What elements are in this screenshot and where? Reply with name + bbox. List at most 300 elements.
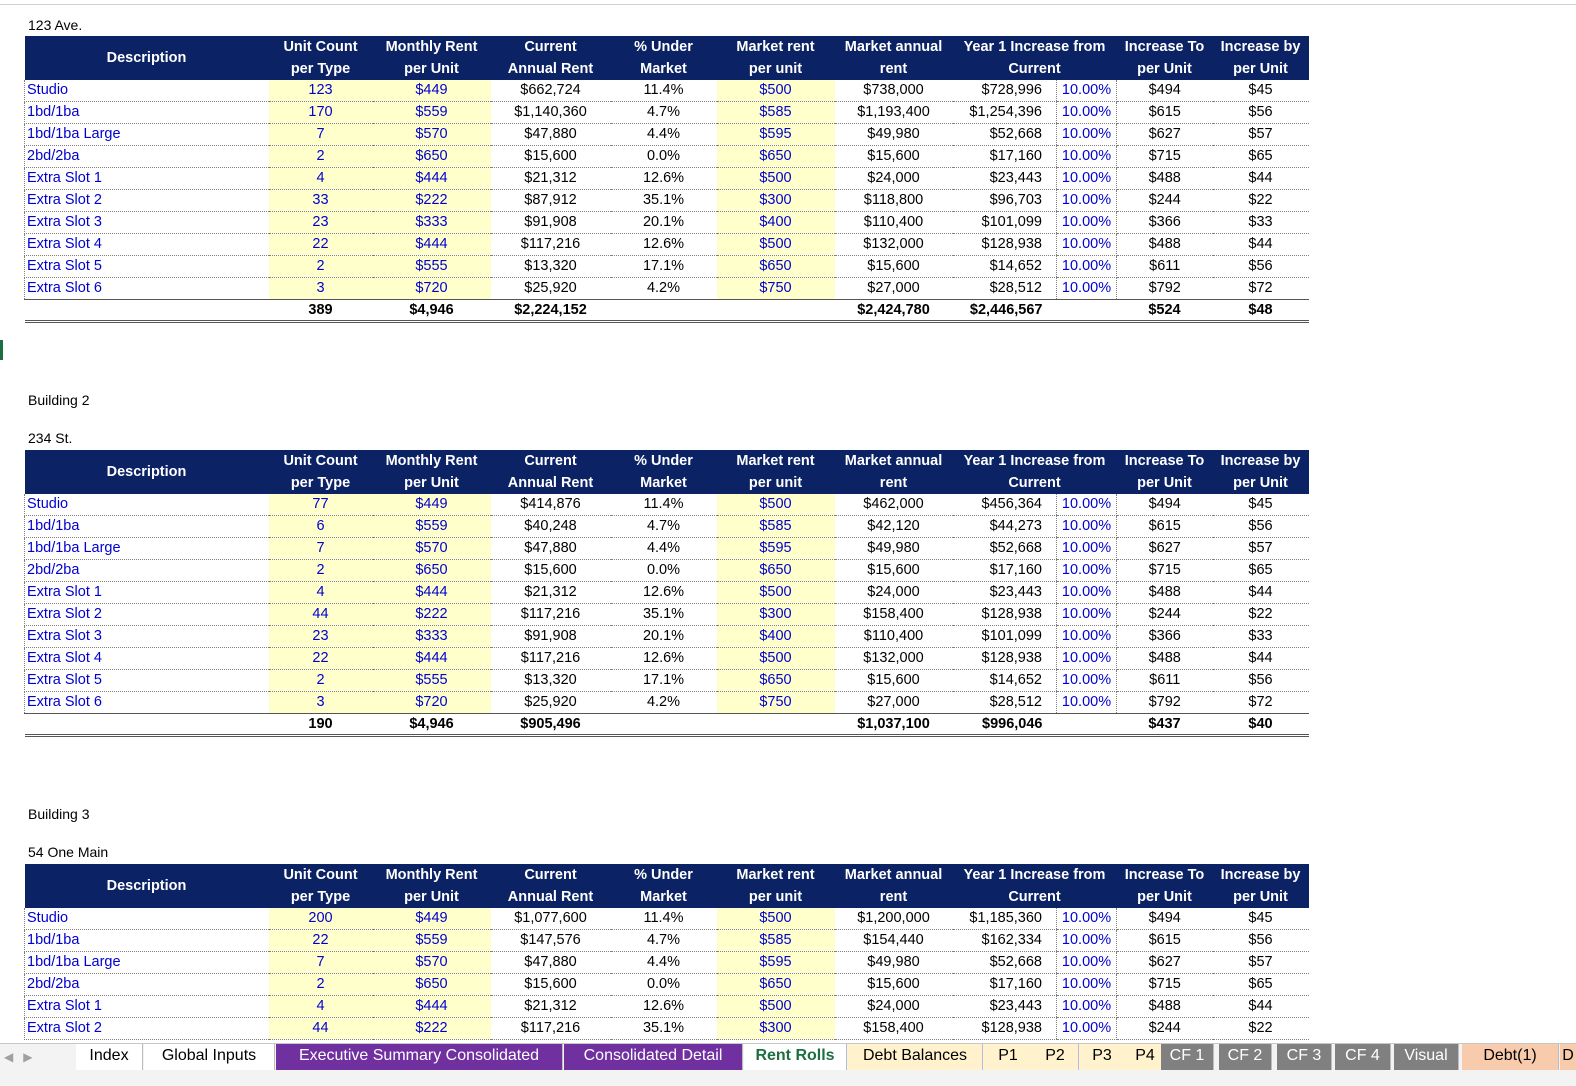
table-cell[interactable]: $24,000 xyxy=(835,582,953,604)
table-cell[interactable]: $44 xyxy=(1213,648,1309,670)
input-cell[interactable]: $444 xyxy=(373,996,491,1018)
table-cell[interactable]: $23,443 xyxy=(953,996,1057,1018)
unit-type-cell[interactable]: Extra Slot 1 xyxy=(25,582,269,604)
total-cell[interactable] xyxy=(25,300,269,322)
input-cell[interactable]: $650 xyxy=(717,256,835,278)
table-cell[interactable]: 35.1% xyxy=(611,1018,717,1040)
input-cell[interactable]: 3 xyxy=(269,692,373,714)
input-cell[interactable]: $400 xyxy=(717,626,835,648)
table-cell[interactable]: $611 xyxy=(1117,256,1213,278)
table-cell[interactable]: $128,938 xyxy=(953,234,1057,256)
unit-type-cell[interactable]: Extra Slot 6 xyxy=(25,692,269,714)
unit-type-cell[interactable]: 2bd/2ba xyxy=(25,560,269,582)
input-cell[interactable]: $300 xyxy=(717,1018,835,1040)
table-cell[interactable]: $615 xyxy=(1117,930,1213,952)
total-cell[interactable] xyxy=(25,714,269,736)
increase-pct-input[interactable]: 10.00% xyxy=(1057,582,1117,604)
increase-pct-input[interactable]: 10.00% xyxy=(1057,124,1117,146)
unit-type-cell[interactable]: Extra Slot 1 xyxy=(25,168,269,190)
table-cell[interactable]: $28,512 xyxy=(953,692,1057,714)
table-cell[interactable]: $154,440 xyxy=(835,930,953,952)
table-cell[interactable]: $1,254,396 xyxy=(953,102,1057,124)
sheet-tab-index[interactable]: Index xyxy=(76,1044,143,1070)
table-cell[interactable]: 0.0% xyxy=(611,560,717,582)
input-cell[interactable]: 123 xyxy=(269,80,373,102)
input-cell[interactable]: $500 xyxy=(717,234,835,256)
table-cell[interactable]: 20.1% xyxy=(611,626,717,648)
total-cell[interactable]: $48 xyxy=(1213,300,1309,322)
table-cell[interactable]: $101,099 xyxy=(953,212,1057,234)
table-cell[interactable]: $44 xyxy=(1213,168,1309,190)
table-cell[interactable]: $65 xyxy=(1213,974,1309,996)
input-cell[interactable]: 7 xyxy=(269,124,373,146)
total-cell[interactable]: $1,037,100 xyxy=(835,714,953,736)
table-cell[interactable]: $110,400 xyxy=(835,626,953,648)
table-cell[interactable]: $57 xyxy=(1213,538,1309,560)
input-cell[interactable]: $570 xyxy=(373,124,491,146)
table-cell[interactable]: $132,000 xyxy=(835,234,953,256)
input-cell[interactable]: $585 xyxy=(717,930,835,952)
total-cell[interactable]: 389 xyxy=(269,300,373,322)
table-cell[interactable]: $128,938 xyxy=(953,1018,1057,1040)
table-cell[interactable]: 11.4% xyxy=(611,494,717,516)
input-cell[interactable]: 22 xyxy=(269,930,373,952)
table-cell[interactable]: $414,876 xyxy=(491,494,611,516)
sheet-tab-visual[interactable]: Visual xyxy=(1394,1044,1459,1070)
increase-pct-input[interactable]: 10.00% xyxy=(1057,604,1117,626)
table-cell[interactable]: $27,000 xyxy=(835,278,953,300)
table-cell[interactable]: $132,000 xyxy=(835,648,953,670)
increase-pct-input[interactable]: 10.00% xyxy=(1057,538,1117,560)
table-cell[interactable]: $118,800 xyxy=(835,190,953,212)
table-cell[interactable]: $244 xyxy=(1117,1018,1213,1040)
input-cell[interactable]: $650 xyxy=(717,146,835,168)
sheet-tab-p2[interactable]: P2 xyxy=(1032,1044,1079,1070)
table-cell[interactable]: $52,668 xyxy=(953,124,1057,146)
table-cell[interactable]: 17.1% xyxy=(611,256,717,278)
input-cell[interactable]: $500 xyxy=(717,168,835,190)
table-cell[interactable]: $28,512 xyxy=(953,278,1057,300)
unit-type-cell[interactable]: Extra Slot 3 xyxy=(25,626,269,648)
total-cell[interactable]: $4,946 xyxy=(373,714,491,736)
sheet-tab-debt-1-[interactable]: Debt(1) xyxy=(1462,1044,1559,1070)
total-cell[interactable]: $40 xyxy=(1213,714,1309,736)
table-cell[interactable]: $52,668 xyxy=(953,538,1057,560)
input-cell[interactable]: 4 xyxy=(269,582,373,604)
input-cell[interactable]: $650 xyxy=(373,974,491,996)
unit-type-cell[interactable]: Studio xyxy=(25,494,269,516)
table-cell[interactable]: $27,000 xyxy=(835,692,953,714)
input-cell[interactable]: 7 xyxy=(269,538,373,560)
table-cell[interactable]: $22 xyxy=(1213,190,1309,212)
table-cell[interactable]: 12.6% xyxy=(611,234,717,256)
input-cell[interactable]: $559 xyxy=(373,102,491,124)
table-cell[interactable]: 4.4% xyxy=(611,124,717,146)
table-cell[interactable]: $49,980 xyxy=(835,124,953,146)
table-cell[interactable]: $72 xyxy=(1213,278,1309,300)
input-cell[interactable]: $444 xyxy=(373,648,491,670)
table-cell[interactable]: $615 xyxy=(1117,102,1213,124)
table-cell[interactable]: 12.6% xyxy=(611,996,717,1018)
increase-pct-input[interactable]: 10.00% xyxy=(1057,952,1117,974)
increase-pct-input[interactable]: 10.00% xyxy=(1057,278,1117,300)
table-cell[interactable]: 4.7% xyxy=(611,930,717,952)
increase-pct-input[interactable]: 10.00% xyxy=(1057,648,1117,670)
unit-type-cell[interactable]: 1bd/1ba Large xyxy=(25,538,269,560)
input-cell[interactable]: 2 xyxy=(269,560,373,582)
input-cell[interactable]: $500 xyxy=(717,582,835,604)
input-cell[interactable]: $444 xyxy=(373,234,491,256)
table-cell[interactable]: $101,099 xyxy=(953,626,1057,648)
unit-type-cell[interactable]: Extra Slot 4 xyxy=(25,234,269,256)
table-cell[interactable]: $49,980 xyxy=(835,952,953,974)
input-cell[interactable]: 23 xyxy=(269,626,373,648)
table-cell[interactable]: $117,216 xyxy=(491,648,611,670)
table-cell[interactable]: 12.6% xyxy=(611,168,717,190)
table-cell[interactable]: $494 xyxy=(1117,908,1213,930)
increase-pct-input[interactable]: 10.00% xyxy=(1057,212,1117,234)
sheet-tab-d[interactable]: D xyxy=(1560,1044,1576,1070)
table-cell[interactable]: 0.0% xyxy=(611,146,717,168)
table-cell[interactable]: $117,216 xyxy=(491,1018,611,1040)
increase-pct-input[interactable]: 10.00% xyxy=(1057,168,1117,190)
table-cell[interactable]: $65 xyxy=(1213,146,1309,168)
input-cell[interactable]: 2 xyxy=(269,974,373,996)
table-cell[interactable]: $627 xyxy=(1117,124,1213,146)
input-cell[interactable]: $559 xyxy=(373,930,491,952)
increase-pct-input[interactable]: 10.00% xyxy=(1057,560,1117,582)
total-cell[interactable]: $437 xyxy=(1117,714,1213,736)
total-cell[interactable] xyxy=(1057,714,1117,736)
input-cell[interactable]: 3 xyxy=(269,278,373,300)
table-cell[interactable]: $17,160 xyxy=(953,146,1057,168)
unit-type-cell[interactable]: 1bd/1ba xyxy=(25,930,269,952)
table-cell[interactable]: $15,600 xyxy=(491,974,611,996)
input-cell[interactable]: $650 xyxy=(717,670,835,692)
increase-pct-input[interactable]: 10.00% xyxy=(1057,1018,1117,1040)
unit-type-cell[interactable]: Extra Slot 4 xyxy=(25,648,269,670)
table-cell[interactable]: 20.1% xyxy=(611,212,717,234)
table-cell[interactable]: $44 xyxy=(1213,234,1309,256)
input-cell[interactable]: $750 xyxy=(717,278,835,300)
table-cell[interactable]: $15,600 xyxy=(491,146,611,168)
unit-type-cell[interactable]: Studio xyxy=(25,908,269,930)
table-cell[interactable]: $25,920 xyxy=(491,278,611,300)
input-cell[interactable]: 77 xyxy=(269,494,373,516)
table-cell[interactable]: $13,320 xyxy=(491,670,611,692)
table-cell[interactable]: $1,077,600 xyxy=(491,908,611,930)
increase-pct-input[interactable]: 10.00% xyxy=(1057,626,1117,648)
input-cell[interactable]: 6 xyxy=(269,516,373,538)
table-cell[interactable]: $244 xyxy=(1117,604,1213,626)
unit-type-cell[interactable]: 1bd/1ba Large xyxy=(25,952,269,974)
input-cell[interactable]: 4 xyxy=(269,168,373,190)
table-cell[interactable]: $56 xyxy=(1213,256,1309,278)
table-cell[interactable]: 0.0% xyxy=(611,974,717,996)
unit-type-cell[interactable]: Extra Slot 2 xyxy=(25,1018,269,1040)
table-cell[interactable]: $15,600 xyxy=(835,560,953,582)
unit-type-cell[interactable]: Extra Slot 2 xyxy=(25,604,269,626)
increase-pct-input[interactable]: 10.00% xyxy=(1057,190,1117,212)
increase-pct-input[interactable]: 10.00% xyxy=(1057,908,1117,930)
input-cell[interactable]: $500 xyxy=(717,648,835,670)
table-cell[interactable]: $45 xyxy=(1213,80,1309,102)
table-cell[interactable]: $117,216 xyxy=(491,604,611,626)
table-cell[interactable]: 4.7% xyxy=(611,102,717,124)
total-cell[interactable]: $905,496 xyxy=(491,714,611,736)
sheet-tab-rent-rolls[interactable]: Rent Rolls xyxy=(744,1044,847,1073)
total-cell[interactable]: $2,424,780 xyxy=(835,300,953,322)
table-cell[interactable]: $21,312 xyxy=(491,996,611,1018)
input-cell[interactable]: $500 xyxy=(717,996,835,1018)
total-cell[interactable] xyxy=(611,714,717,736)
table-cell[interactable]: $488 xyxy=(1117,234,1213,256)
table-cell[interactable]: $1,193,400 xyxy=(835,102,953,124)
tab-scroll-arrows[interactable] xyxy=(4,1044,44,1070)
total-cell[interactable]: $4,946 xyxy=(373,300,491,322)
table-cell[interactable]: $1,200,000 xyxy=(835,908,953,930)
total-cell[interactable]: $2,224,152 xyxy=(491,300,611,322)
input-cell[interactable]: $570 xyxy=(373,952,491,974)
increase-pct-input[interactable]: 10.00% xyxy=(1057,516,1117,538)
increase-pct-input[interactable]: 10.00% xyxy=(1057,80,1117,102)
sheet-tab-p4[interactable]: P4 xyxy=(1124,1044,1167,1070)
increase-pct-input[interactable]: 10.00% xyxy=(1057,692,1117,714)
table-cell[interactable]: 11.4% xyxy=(611,80,717,102)
increase-pct-input[interactable]: 10.00% xyxy=(1057,102,1117,124)
input-cell[interactable]: $555 xyxy=(373,670,491,692)
table-cell[interactable]: 11.4% xyxy=(611,908,717,930)
input-cell[interactable]: $570 xyxy=(373,538,491,560)
table-cell[interactable]: $22 xyxy=(1213,1018,1309,1040)
table-cell[interactable]: 12.6% xyxy=(611,648,717,670)
input-cell[interactable]: $400 xyxy=(717,212,835,234)
input-cell[interactable]: 200 xyxy=(269,908,373,930)
table-cell[interactable]: $15,600 xyxy=(835,974,953,996)
table-cell[interactable]: $33 xyxy=(1213,626,1309,648)
unit-type-cell[interactable]: 2bd/2ba xyxy=(25,974,269,996)
table-cell[interactable]: $728,996 xyxy=(953,80,1057,102)
table-cell[interactable]: $21,312 xyxy=(491,582,611,604)
increase-pct-input[interactable]: 10.00% xyxy=(1057,146,1117,168)
total-cell[interactable] xyxy=(1057,300,1117,322)
sheet-tab-p3[interactable]: P3 xyxy=(1080,1044,1125,1070)
table-cell[interactable]: $91,908 xyxy=(491,212,611,234)
table-cell[interactable]: $158,400 xyxy=(835,604,953,626)
input-cell[interactable]: $595 xyxy=(717,538,835,560)
table-cell[interactable]: $21,312 xyxy=(491,168,611,190)
unit-type-cell[interactable]: 1bd/1ba xyxy=(25,516,269,538)
table-cell[interactable]: $494 xyxy=(1117,494,1213,516)
table-cell[interactable]: 12.6% xyxy=(611,582,717,604)
table-cell[interactable]: $25,920 xyxy=(491,692,611,714)
unit-type-cell[interactable]: 1bd/1ba Large xyxy=(25,124,269,146)
table-cell[interactable]: $462,000 xyxy=(835,494,953,516)
table-cell[interactable]: $244 xyxy=(1117,190,1213,212)
input-cell[interactable]: $500 xyxy=(717,908,835,930)
input-cell[interactable]: $650 xyxy=(373,146,491,168)
increase-pct-input[interactable]: 10.00% xyxy=(1057,234,1117,256)
table-cell[interactable]: $110,400 xyxy=(835,212,953,234)
table-cell[interactable]: $72 xyxy=(1213,692,1309,714)
input-cell[interactable]: $444 xyxy=(373,168,491,190)
input-cell[interactable]: $300 xyxy=(717,190,835,212)
increase-pct-input[interactable]: 10.00% xyxy=(1057,974,1117,996)
input-cell[interactable]: 4 xyxy=(269,996,373,1018)
input-cell[interactable]: $595 xyxy=(717,952,835,974)
input-cell[interactable]: $222 xyxy=(373,190,491,212)
input-cell[interactable]: $585 xyxy=(717,516,835,538)
table-cell[interactable]: $128,938 xyxy=(953,648,1057,670)
input-cell[interactable]: 2 xyxy=(269,146,373,168)
table-cell[interactable]: $615 xyxy=(1117,516,1213,538)
table-cell[interactable]: 35.1% xyxy=(611,190,717,212)
input-cell[interactable]: 2 xyxy=(269,670,373,692)
total-cell[interactable] xyxy=(717,300,835,322)
table-cell[interactable]: $23,443 xyxy=(953,168,1057,190)
table-cell[interactable]: $42,120 xyxy=(835,516,953,538)
table-cell[interactable]: $57 xyxy=(1213,124,1309,146)
input-cell[interactable]: 7 xyxy=(269,952,373,974)
unit-type-cell[interactable]: Extra Slot 3 xyxy=(25,212,269,234)
total-cell[interactable] xyxy=(611,300,717,322)
sheet-tab-cf-4[interactable]: CF 4 xyxy=(1335,1044,1391,1070)
input-cell[interactable]: 44 xyxy=(269,604,373,626)
table-cell[interactable]: $57 xyxy=(1213,952,1309,974)
table-cell[interactable]: $56 xyxy=(1213,670,1309,692)
table-cell[interactable]: $117,216 xyxy=(491,234,611,256)
input-cell[interactable]: $720 xyxy=(373,278,491,300)
input-cell[interactable]: 44 xyxy=(269,1018,373,1040)
table-cell[interactable]: $1,140,360 xyxy=(491,102,611,124)
input-cell[interactable]: 22 xyxy=(269,234,373,256)
sheet-tab-cf-1[interactable]: CF 1 xyxy=(1161,1044,1214,1070)
table-cell[interactable]: $627 xyxy=(1117,538,1213,560)
unit-type-cell[interactable]: Extra Slot 1 xyxy=(25,996,269,1018)
input-cell[interactable]: $650 xyxy=(373,560,491,582)
table-cell[interactable]: $792 xyxy=(1117,692,1213,714)
table-cell[interactable]: $17,160 xyxy=(953,560,1057,582)
input-cell[interactable]: $300 xyxy=(717,604,835,626)
total-cell[interactable]: $996,046 xyxy=(953,714,1057,736)
input-cell[interactable]: 170 xyxy=(269,102,373,124)
input-cell[interactable]: $595 xyxy=(717,124,835,146)
table-cell[interactable]: $47,880 xyxy=(491,538,611,560)
table-cell[interactable]: $488 xyxy=(1117,168,1213,190)
input-cell[interactable]: $333 xyxy=(373,212,491,234)
table-cell[interactable]: $715 xyxy=(1117,146,1213,168)
table-cell[interactable]: $488 xyxy=(1117,996,1213,1018)
scroll-left-icon[interactable]: ◀ xyxy=(4,1050,14,1064)
table-cell[interactable]: $22 xyxy=(1213,604,1309,626)
input-cell[interactable]: 22 xyxy=(269,648,373,670)
table-cell[interactable]: 4.7% xyxy=(611,516,717,538)
sheet-tab-cf-2[interactable]: CF 2 xyxy=(1219,1044,1272,1070)
table-cell[interactable]: $15,600 xyxy=(835,256,953,278)
unit-type-cell[interactable]: 1bd/1ba xyxy=(25,102,269,124)
input-cell[interactable]: $444 xyxy=(373,582,491,604)
table-cell[interactable]: $494 xyxy=(1117,80,1213,102)
input-cell[interactable]: $222 xyxy=(373,604,491,626)
unit-type-cell[interactable]: Extra Slot 6 xyxy=(25,278,269,300)
table-cell[interactable]: 4.2% xyxy=(611,692,717,714)
increase-pct-input[interactable]: 10.00% xyxy=(1057,930,1117,952)
table-cell[interactable]: $162,334 xyxy=(953,930,1057,952)
unit-type-cell[interactable]: Extra Slot 5 xyxy=(25,256,269,278)
unit-type-cell[interactable]: Studio xyxy=(25,80,269,102)
increase-pct-input[interactable]: 10.00% xyxy=(1057,996,1117,1018)
increase-pct-input[interactable]: 10.00% xyxy=(1057,494,1117,516)
table-cell[interactable]: $56 xyxy=(1213,930,1309,952)
input-cell[interactable]: $449 xyxy=(373,494,491,516)
table-cell[interactable]: $56 xyxy=(1213,102,1309,124)
sheet-tab-debt-balances[interactable]: Debt Balances xyxy=(848,1044,983,1070)
table-cell[interactable]: $17,160 xyxy=(953,974,1057,996)
table-cell[interactable]: 4.2% xyxy=(611,278,717,300)
increase-pct-input[interactable]: 10.00% xyxy=(1057,670,1117,692)
total-cell[interactable] xyxy=(717,714,835,736)
table-cell[interactable]: $456,364 xyxy=(953,494,1057,516)
table-cell[interactable]: $91,908 xyxy=(491,626,611,648)
table-cell[interactable]: $662,724 xyxy=(491,80,611,102)
input-cell[interactable]: 2 xyxy=(269,256,373,278)
input-cell[interactable]: $750 xyxy=(717,692,835,714)
total-cell[interactable]: $2,446,567 xyxy=(953,300,1057,322)
sheet-tab-consolidated-detail[interactable]: Consolidated Detail xyxy=(564,1044,743,1070)
table-cell[interactable]: $47,880 xyxy=(491,952,611,974)
input-cell[interactable]: 33 xyxy=(269,190,373,212)
input-cell[interactable]: $222 xyxy=(373,1018,491,1040)
sheet-tab-p1[interactable]: P1 xyxy=(984,1044,1033,1070)
input-cell[interactable]: $500 xyxy=(717,80,835,102)
table-cell[interactable]: 4.4% xyxy=(611,952,717,974)
sheet-tab-global-inputs[interactable]: Global Inputs xyxy=(144,1044,275,1070)
input-cell[interactable]: $449 xyxy=(373,80,491,102)
input-cell[interactable]: $559 xyxy=(373,516,491,538)
input-cell[interactable]: $333 xyxy=(373,626,491,648)
increase-pct-input[interactable]: 10.00% xyxy=(1057,256,1117,278)
table-cell[interactable]: $14,652 xyxy=(953,670,1057,692)
table-cell[interactable]: $366 xyxy=(1117,212,1213,234)
total-cell[interactable]: $524 xyxy=(1117,300,1213,322)
table-cell[interactable]: $44 xyxy=(1213,996,1309,1018)
table-cell[interactable]: $738,000 xyxy=(835,80,953,102)
table-cell[interactable]: $792 xyxy=(1117,278,1213,300)
input-cell[interactable]: $720 xyxy=(373,692,491,714)
total-cell[interactable]: 190 xyxy=(269,714,373,736)
sheet-tab-executive-summary-consolidated[interactable]: Executive Summary Consolidated xyxy=(276,1044,563,1070)
table-cell[interactable]: $44 xyxy=(1213,582,1309,604)
input-cell[interactable]: $585 xyxy=(717,102,835,124)
table-cell[interactable]: $24,000 xyxy=(835,168,953,190)
table-cell[interactable]: $44,273 xyxy=(953,516,1057,538)
table-cell[interactable]: $33 xyxy=(1213,212,1309,234)
table-cell[interactable]: $715 xyxy=(1117,560,1213,582)
unit-type-cell[interactable]: 2bd/2ba xyxy=(25,146,269,168)
table-cell[interactable]: $40,248 xyxy=(491,516,611,538)
table-cell[interactable]: $366 xyxy=(1117,626,1213,648)
unit-type-cell[interactable]: Extra Slot 5 xyxy=(25,670,269,692)
table-cell[interactable]: $488 xyxy=(1117,648,1213,670)
input-cell[interactable]: $500 xyxy=(717,494,835,516)
scroll-right-icon[interactable]: ▶ xyxy=(23,1050,33,1064)
table-cell[interactable]: $24,000 xyxy=(835,996,953,1018)
table-cell[interactable]: $45 xyxy=(1213,494,1309,516)
table-cell[interactable]: $13,320 xyxy=(491,256,611,278)
table-cell[interactable]: $1,185,360 xyxy=(953,908,1057,930)
table-cell[interactable]: $15,600 xyxy=(835,146,953,168)
table-cell[interactable]: $47,880 xyxy=(491,124,611,146)
